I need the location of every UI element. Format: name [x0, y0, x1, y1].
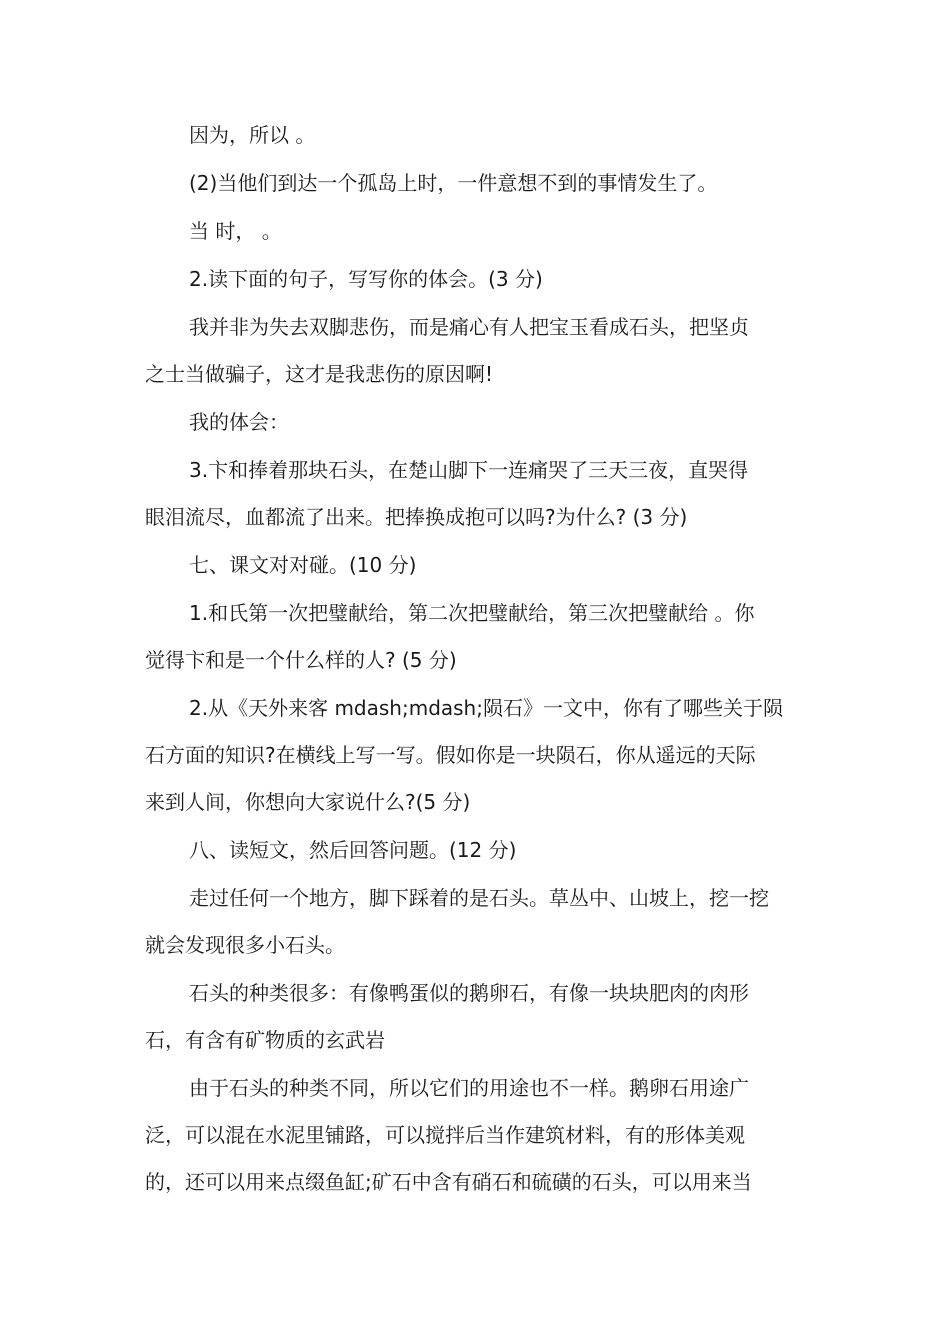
passage-paragraph-3	[145, 1065, 810, 1206]
document-body	[145, 112, 810, 1207]
paragraph-question-7-2	[145, 685, 810, 826]
text-line: 我并非为失去双脚悲伤，而是痛心有人把宝玉看成石头，把坚贞	[189, 315, 749, 339]
text-line: 我的体会：	[189, 410, 289, 434]
paragraph-question-3	[145, 447, 810, 541]
text-line: 来到人间，你想向大家说什么?(5 分)	[145, 790, 471, 814]
paragraph-because-so	[145, 112, 810, 159]
text-line: 觉得卞和是一个什么样的人? (5 分)	[145, 648, 457, 672]
paragraph-question-read-sentence	[145, 256, 810, 303]
text-line: 就会发现很多小石头。	[145, 933, 345, 957]
section-heading-eight	[145, 827, 810, 874]
paragraph-my-thoughts	[145, 399, 810, 446]
text-line: 之士当做骗子，这才是我悲伤的原因啊!	[145, 362, 494, 386]
paragraph-answer-when	[145, 208, 810, 255]
text-line: 3.卞和捧着那块石头，在楚山脚下一连痛哭了三天三夜，直哭得	[189, 458, 749, 482]
text-line: 石方面的知识?在横线上写一写。假如你是一块陨石，你从遥远的天际	[145, 743, 756, 767]
text-line: 石，有含有矿物质的玄武岩	[145, 1028, 385, 1052]
passage-paragraph-2	[145, 970, 810, 1064]
paragraph-question-2-island	[145, 160, 810, 207]
text-line: 的，还可以用来点缀鱼缸;矿石中含有硝石和硫磺的石头，可以用来当	[145, 1170, 752, 1194]
text-line: 七、课文对对碰。(10 分)	[189, 553, 417, 577]
text-line: 眼泪流尽，血都流了出来。把捧换成抱可以吗?为什么? (3 分)	[145, 505, 688, 529]
text-line: 2.读下面的句子，写写你的体会。(3 分)	[189, 267, 543, 291]
paragraph-question-7-1	[145, 590, 810, 684]
paragraph-quote	[145, 304, 810, 398]
section-heading-seven	[145, 542, 810, 589]
text-line: 1.和氏第一次把璧献给，第二次把璧献给，第三次把璧献给 。你	[189, 601, 755, 625]
text-line: 因为，所以 。	[189, 123, 316, 147]
text-line: 石头的种类很多：有像鸭蛋似的鹅卵石，有像一块块肥肉的肉形	[189, 981, 749, 1005]
text-line: 走过任何一个地方，脚下踩着的是石头。草丛中、山坡上，挖一挖	[189, 886, 769, 910]
text-line: 2.从《天外来客 mdash;mdash;陨石》一文中，你有了哪些关于陨	[189, 696, 783, 720]
passage-paragraph-1	[145, 875, 810, 969]
text-line: 由于石头的种类不同，所以它们的用途也不一样。鹅卵石用途广	[189, 1076, 749, 1100]
text-line: 八、读短文，然后回答问题。(12 分)	[189, 838, 517, 862]
text-line: 当 时， 。	[189, 219, 282, 243]
text-line: (2)当他们到达一个孤岛上时，一件意想不到的事情发生了。	[189, 171, 718, 195]
text-line: 泛，可以混在水泥里铺路，可以搅拌后当作建筑材料，有的形体美观	[145, 1123, 745, 1147]
